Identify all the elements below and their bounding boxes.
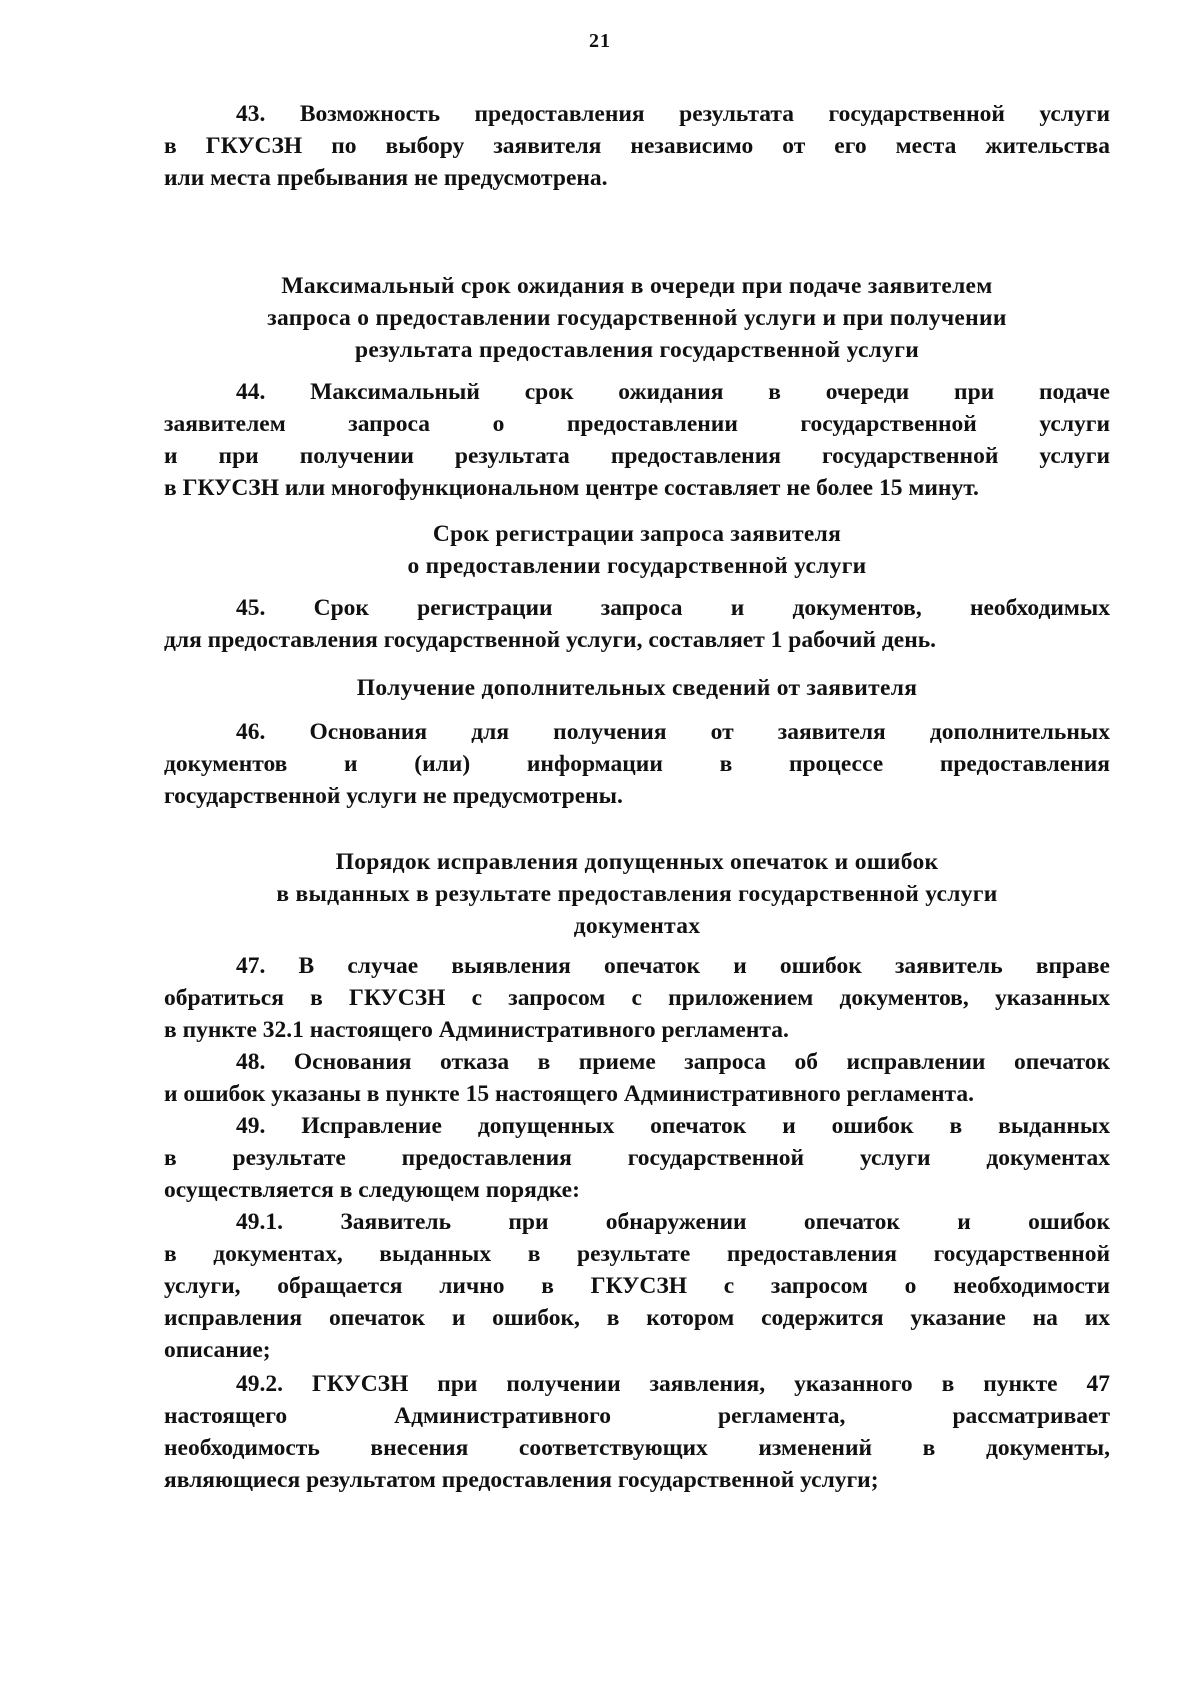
heading-line: запроса о предоставлении государственной услуги и при получении — [267, 305, 1007, 331]
text-line: заявителем запроса о предоставлении государственной услуги — [164, 411, 1110, 437]
paragraph-44 — [164, 376, 1110, 504]
text-line: услуги, обращается лично в ГКУСЗН с запросом о необходимости — [164, 1273, 1110, 1299]
text-line: исправления опечаток и ошибок, в котором содержится указание на их — [164, 1305, 1110, 1331]
text-line: 43. Возможность предоставления результата государственной услуги — [236, 101, 1110, 127]
text-line: государственной услуги не предусмотрены. — [164, 783, 623, 809]
paragraph-46 — [164, 716, 1110, 812]
text-line: или места пребывания не предусмотрена. — [164, 165, 608, 191]
text-line: 49.2. ГКУСЗН при получении заявления, указанного в пункте 47 — [236, 1371, 1110, 1397]
heading-line: в выданных в результате предоставления государственной услуги — [276, 881, 998, 907]
text-line: и ошибок указаны в пункте 15 настоящего Административного регламента. — [164, 1081, 974, 1107]
text-line: 46. Основания для получения от заявителя дополнительных — [236, 719, 1110, 745]
heading-line: о предоставлении государственной услуги — [407, 553, 867, 579]
text-line: являющиеся результатом предоставления государственной услуги; — [164, 1467, 879, 1493]
text-line: 44. Максимальный срок ожидания в очереди при подаче — [236, 379, 1110, 405]
text-line: для предоставления государственной услуги, составляет 1 рабочий день. — [164, 627, 937, 653]
text-line: 49.1. Заявитель при обнаружении опечаток и ошибок — [236, 1209, 1110, 1235]
page-number: 21 — [589, 30, 611, 52]
section-heading-registration-time — [164, 518, 1110, 582]
paragraph-48 — [164, 1046, 1110, 1110]
section-heading-waiting-time — [164, 270, 1110, 366]
heading-line: Получение дополнительных сведений от заявителя — [356, 675, 918, 701]
text-line: в результате предоставления государственной услуги документах — [164, 1145, 1110, 1171]
heading-line: Максимальный срок ожидания в очереди при подаче заявителем — [281, 273, 993, 299]
text-line: в ГКУСЗН или многофункциональном центре составляет не более 15 минут. — [164, 475, 979, 501]
text-line: документов и (или) информации в процессе предоставления — [164, 751, 1110, 777]
text-line: 47. В случае выявления опечаток и ошибок заявитель вправе — [236, 953, 1110, 979]
paragraph-47 — [164, 950, 1110, 1046]
section-heading-error-correction — [164, 846, 1110, 942]
section-heading-additional-info — [164, 672, 1110, 704]
paragraph-49 — [164, 1110, 1110, 1206]
text-line: в ГКУСЗН по выбору заявителя независимо от его места жительства — [164, 133, 1110, 159]
text-line: и при получении результата предоставления государственной услуги — [164, 443, 1110, 469]
text-line: необходимость внесения соответствующих изменений в документы, — [164, 1435, 1110, 1461]
paragraph-49-2 — [164, 1368, 1110, 1496]
text-line: в документах, выданных в результате предоставления государственной — [164, 1241, 1110, 1267]
paragraph-45 — [164, 592, 1110, 656]
heading-line: результата предоставления государственной услуги — [354, 337, 920, 363]
heading-line: Срок регистрации запроса заявителя — [432, 521, 842, 547]
text-line: обратиться в ГКУСЗН с запросом с приложением документов, указанных — [164, 985, 1110, 1011]
text-line: описание; — [164, 1337, 271, 1363]
text-line: 48. Основания отказа в приеме запроса об исправлении опечаток — [236, 1049, 1110, 1075]
text-line: настоящего Административного регламента, рассматривает — [164, 1403, 1110, 1429]
text-line: осуществляется в следующем порядке: — [164, 1177, 580, 1203]
text-line: 49. Исправление допущенных опечаток и ошибок в выданных — [236, 1113, 1110, 1139]
heading-line: документах — [573, 913, 701, 939]
text-line: в пункте 32.1 настоящего Административного регламента. — [164, 1017, 789, 1043]
heading-line: Порядок исправления допущенных опечаток и ошибок — [335, 849, 939, 875]
text-line: 45. Срок регистрации запроса и документов, необходимых — [236, 595, 1110, 621]
paragraph-49-1 — [164, 1206, 1110, 1366]
paragraph-43 — [164, 98, 1110, 194]
